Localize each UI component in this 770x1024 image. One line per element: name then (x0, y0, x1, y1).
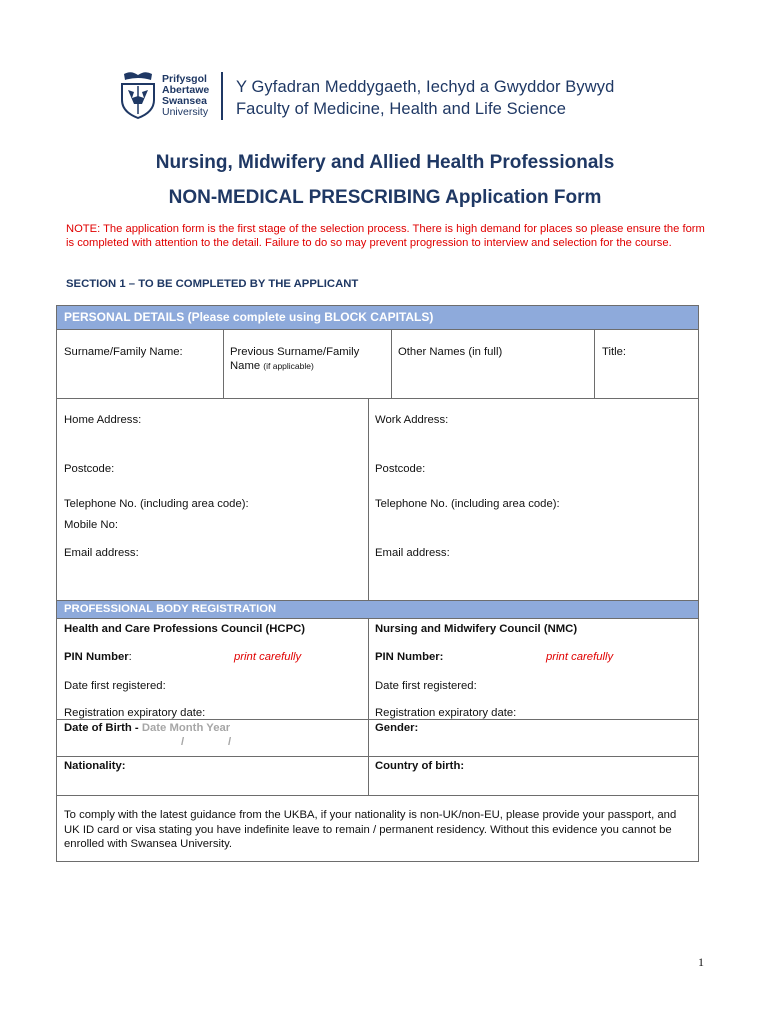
surname-field[interactable]: Surname/Family Name: (64, 346, 183, 358)
title-field[interactable]: Title: (602, 346, 627, 358)
column-divider (368, 398, 369, 600)
dob-year-placeholder: Year (206, 722, 231, 734)
home-email-field[interactable]: Email address: (64, 547, 139, 559)
faculty-name-welsh: Y Gyfadran Meddygaeth, Iechyd a Gwyddor Bywyd (236, 78, 615, 96)
work-telephone-field[interactable]: Telephone No. (including area code): (375, 498, 560, 510)
hcpc-heading: Health and Care Professions Council (HCPC) (64, 623, 306, 635)
logo-english-line-2: University (162, 106, 209, 118)
logo-welsh-line-2: Abertawe (162, 84, 210, 96)
hcpc-pin-field[interactable] (64, 650, 132, 664)
faculty-name (236, 76, 614, 120)
hcpc-pin-colon: : (128, 651, 132, 663)
row-divider (57, 329, 698, 330)
logo-divider (221, 72, 223, 120)
date-of-birth-field[interactable] (64, 721, 230, 735)
hcpc-expiry-field[interactable]: Registration expiratory date: (64, 707, 206, 719)
row-divider (57, 398, 698, 399)
application-note: NOTE: The application form is the first stage of the selection process. There is high demand for places so please ensure the form is completed with attention to the detail. Failure to do so may prevent progression to interview and selection for the course. (66, 223, 705, 249)
form-title: NON-MEDICAL PRESCRIBING Application Form (168, 187, 602, 208)
gender-field[interactable]: Gender: (375, 722, 419, 734)
hcpc-pin-label: PIN Number (64, 651, 129, 663)
work-postcode-field[interactable]: Postcode: (375, 463, 426, 475)
row-divider (57, 756, 698, 757)
application-form-table (56, 305, 699, 862)
home-address-field[interactable]: Home Address: (64, 414, 142, 426)
column-divider (368, 618, 369, 795)
faculty-name-english: Faculty of Medicine, Health and Life Science (236, 100, 566, 118)
section-heading: SECTION 1 – TO BE COMPLETED BY THE APPLICANT (66, 278, 359, 290)
page-title: Nursing, Midwifery and Allied Health Professionals (155, 152, 615, 173)
nmc-print-carefully: print carefully (546, 651, 614, 663)
previous-surname-field[interactable] (230, 345, 390, 373)
mobile-field[interactable]: Mobile No: (64, 519, 118, 531)
if-applicable-note: (if applicable) (263, 361, 314, 371)
personal-details-header: PERSONAL DETAILS (Please complete using BLOCK CAPITALS) (57, 306, 698, 329)
nmc-expiry-field[interactable]: Registration expiratory date: (375, 707, 517, 719)
university-logo-text (162, 74, 209, 118)
hcpc-date-registered-field[interactable]: Date first registered: (64, 680, 166, 692)
column-divider (391, 329, 392, 398)
row-divider (57, 618, 698, 619)
dob-label: Date of Birth - (64, 722, 139, 734)
dob-month-placeholder: Month (169, 722, 204, 734)
home-telephone-field[interactable]: Telephone No. (including area code): (64, 498, 249, 510)
home-postcode-field[interactable]: Postcode: (64, 463, 115, 475)
previous-surname-label: Previous Surname/Family (230, 346, 360, 358)
ukba-guidance-note: To comply with the latest guidance from the UKBA, if your nationality is non-UK/non-EU, please provide your passport, and UK ID card or visa stating you have indefinite leave to remain / permanent residency. Without this evidence you cannot be enrolled with Swansea University. (64, 809, 677, 850)
other-names-field[interactable]: Other Names (in full) (398, 346, 503, 358)
row-divider (57, 719, 698, 720)
nationality-field[interactable]: Nationality: (64, 760, 126, 772)
hcpc-print-carefully: print carefully (234, 651, 302, 663)
page-number: 1 (698, 955, 704, 969)
dob-date-placeholder: Date (141, 722, 167, 734)
row-divider (57, 795, 698, 796)
nmc-heading: Nursing and Midwifery Council (NMC) (375, 623, 578, 635)
work-address-field[interactable]: Work Address: (375, 414, 449, 426)
professional-registration-header: PROFESSIONAL BODY REGISTRATION (57, 601, 698, 618)
nmc-pin-field[interactable]: PIN Number: (375, 651, 444, 663)
nmc-date-registered-field[interactable]: Date first registered: (375, 680, 477, 692)
logo-welsh-line-1: Prifysgol (162, 73, 207, 85)
dob-slash: / (181, 736, 185, 748)
dob-slash: / (228, 736, 232, 748)
previous-name-word: Name (230, 360, 261, 372)
column-divider (594, 329, 595, 398)
column-divider (223, 329, 224, 398)
country-of-birth-field[interactable]: Country of birth: (375, 760, 465, 772)
work-email-field[interactable]: Email address: (375, 547, 450, 559)
university-crest-icon (118, 70, 158, 120)
logo-english-line-1: Swansea (162, 95, 207, 107)
